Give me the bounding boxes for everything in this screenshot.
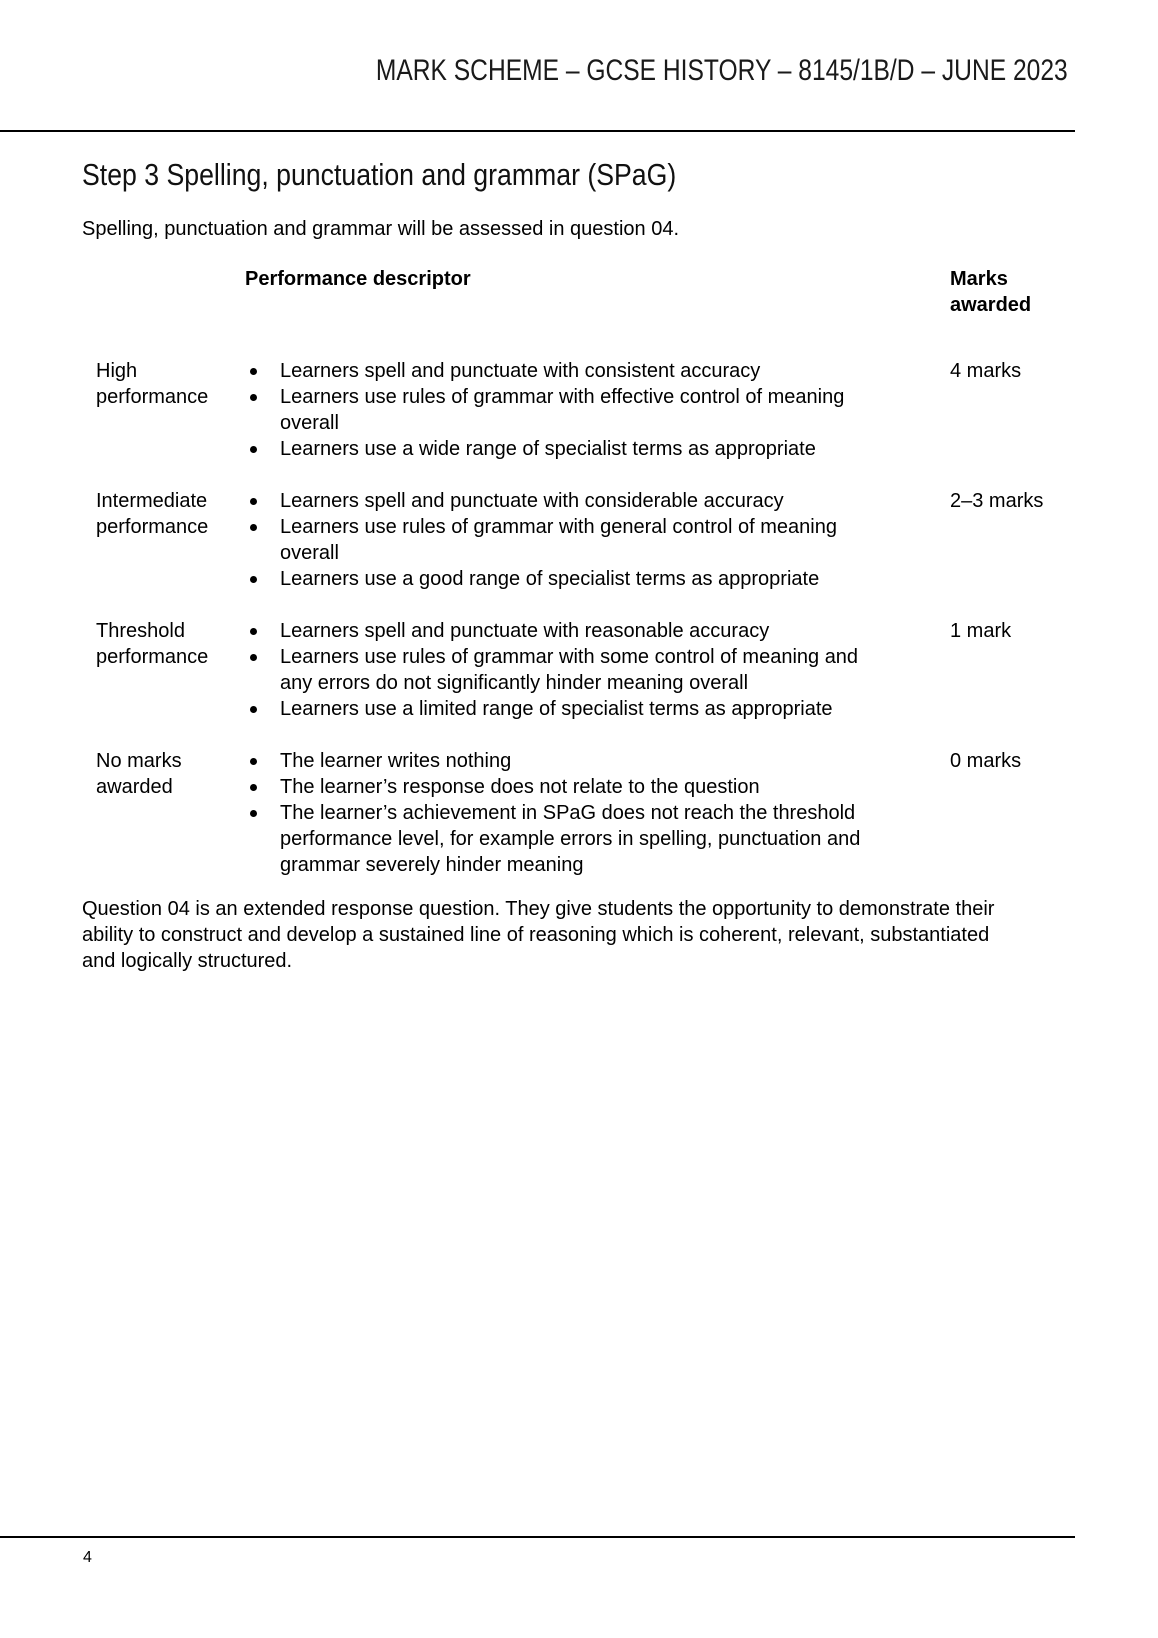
running-header (224, 54, 1068, 88)
intro-paragraph: Spelling, punctuation and grammar will be assessed in question 04. (82, 218, 680, 240)
page-number: 4 (83, 1549, 92, 1566)
table-row (96, 358, 1086, 462)
descriptor-bullet: Learners use rules of grammar with general control of meaning overall (245, 514, 890, 566)
descriptor-bullet-list (245, 748, 890, 878)
descriptor-bullet: Learners use rules of grammar with effective control of meaning overall (245, 384, 890, 436)
performance-level-label: High performance (96, 360, 209, 408)
descriptor-bullet: Learners use rules of grammar with some control of meaning and any errors do not significantly hinder meaning overall (245, 644, 890, 696)
table-row (96, 488, 1086, 592)
descriptor-bullet: Learners use a good range of specialist terms as appropriate (245, 566, 890, 592)
marks-awarded-value: 1 mark (950, 620, 1012, 642)
descriptor-bullet-list (245, 358, 890, 462)
table-row (96, 618, 1086, 722)
table-header-row (96, 266, 1086, 332)
footer-rule (0, 1536, 1075, 1538)
descriptor-bullet-list (245, 488, 890, 592)
spag-table (96, 266, 1086, 904)
descriptor-cell (245, 748, 950, 878)
column-header-descriptor: Performance descriptor (245, 268, 471, 290)
running-header-text: MARK SCHEME – GCSE HISTORY – 8145/1B/D – JUNE 2023 (376, 54, 1068, 87)
marks-awarded-value: 0 marks (950, 750, 1022, 772)
descriptor-cell (245, 358, 950, 462)
closing-paragraph: Question 04 is an extended response question. They give students the opportunity to demonstrate their ability to construct and develop a sustained line of reasoning which is coherent, relevant, substantiated and logically structured. (82, 898, 995, 972)
marks-awarded-value: 4 marks (950, 360, 1022, 382)
page-title (82, 157, 773, 193)
descriptor-bullet: The learner’s achievement in SPaG does not reach the threshold performance level, for example errors in spelling, punctuation and grammar severely hinder meaning (245, 800, 890, 878)
performance-level-label: Intermediate performance (96, 490, 209, 538)
descriptor-bullet: Learners use a wide range of specialist terms as appropriate (245, 436, 890, 462)
performance-level-label: No marks awarded (96, 750, 182, 798)
marks-awarded-value: 2–3 marks (950, 490, 1044, 512)
descriptor-bullet: Learners use a limited range of specialist terms as appropriate (245, 696, 890, 722)
descriptor-bullet: Learners spell and punctuate with considerable accuracy (245, 488, 890, 514)
header-rule (0, 130, 1075, 132)
descriptor-bullet: The learner writes nothing (245, 748, 890, 774)
descriptor-bullet: The learner’s response does not relate to the question (245, 774, 890, 800)
page-title-text: Step 3 Spelling, punctuation and grammar (SPaG) (82, 157, 677, 192)
performance-level-label: Threshold performance (96, 620, 209, 668)
column-header-marks: Marks awarded (950, 268, 1032, 316)
descriptor-cell (245, 488, 950, 592)
descriptor-bullet: Learners spell and punctuate with reasonable accuracy (245, 618, 890, 644)
table-row (96, 748, 1086, 878)
column-header-level (96, 266, 245, 332)
descriptor-bullet: Learners spell and punctuate with consistent accuracy (245, 358, 890, 384)
descriptor-cell (245, 618, 950, 722)
descriptor-bullet-list (245, 618, 890, 722)
